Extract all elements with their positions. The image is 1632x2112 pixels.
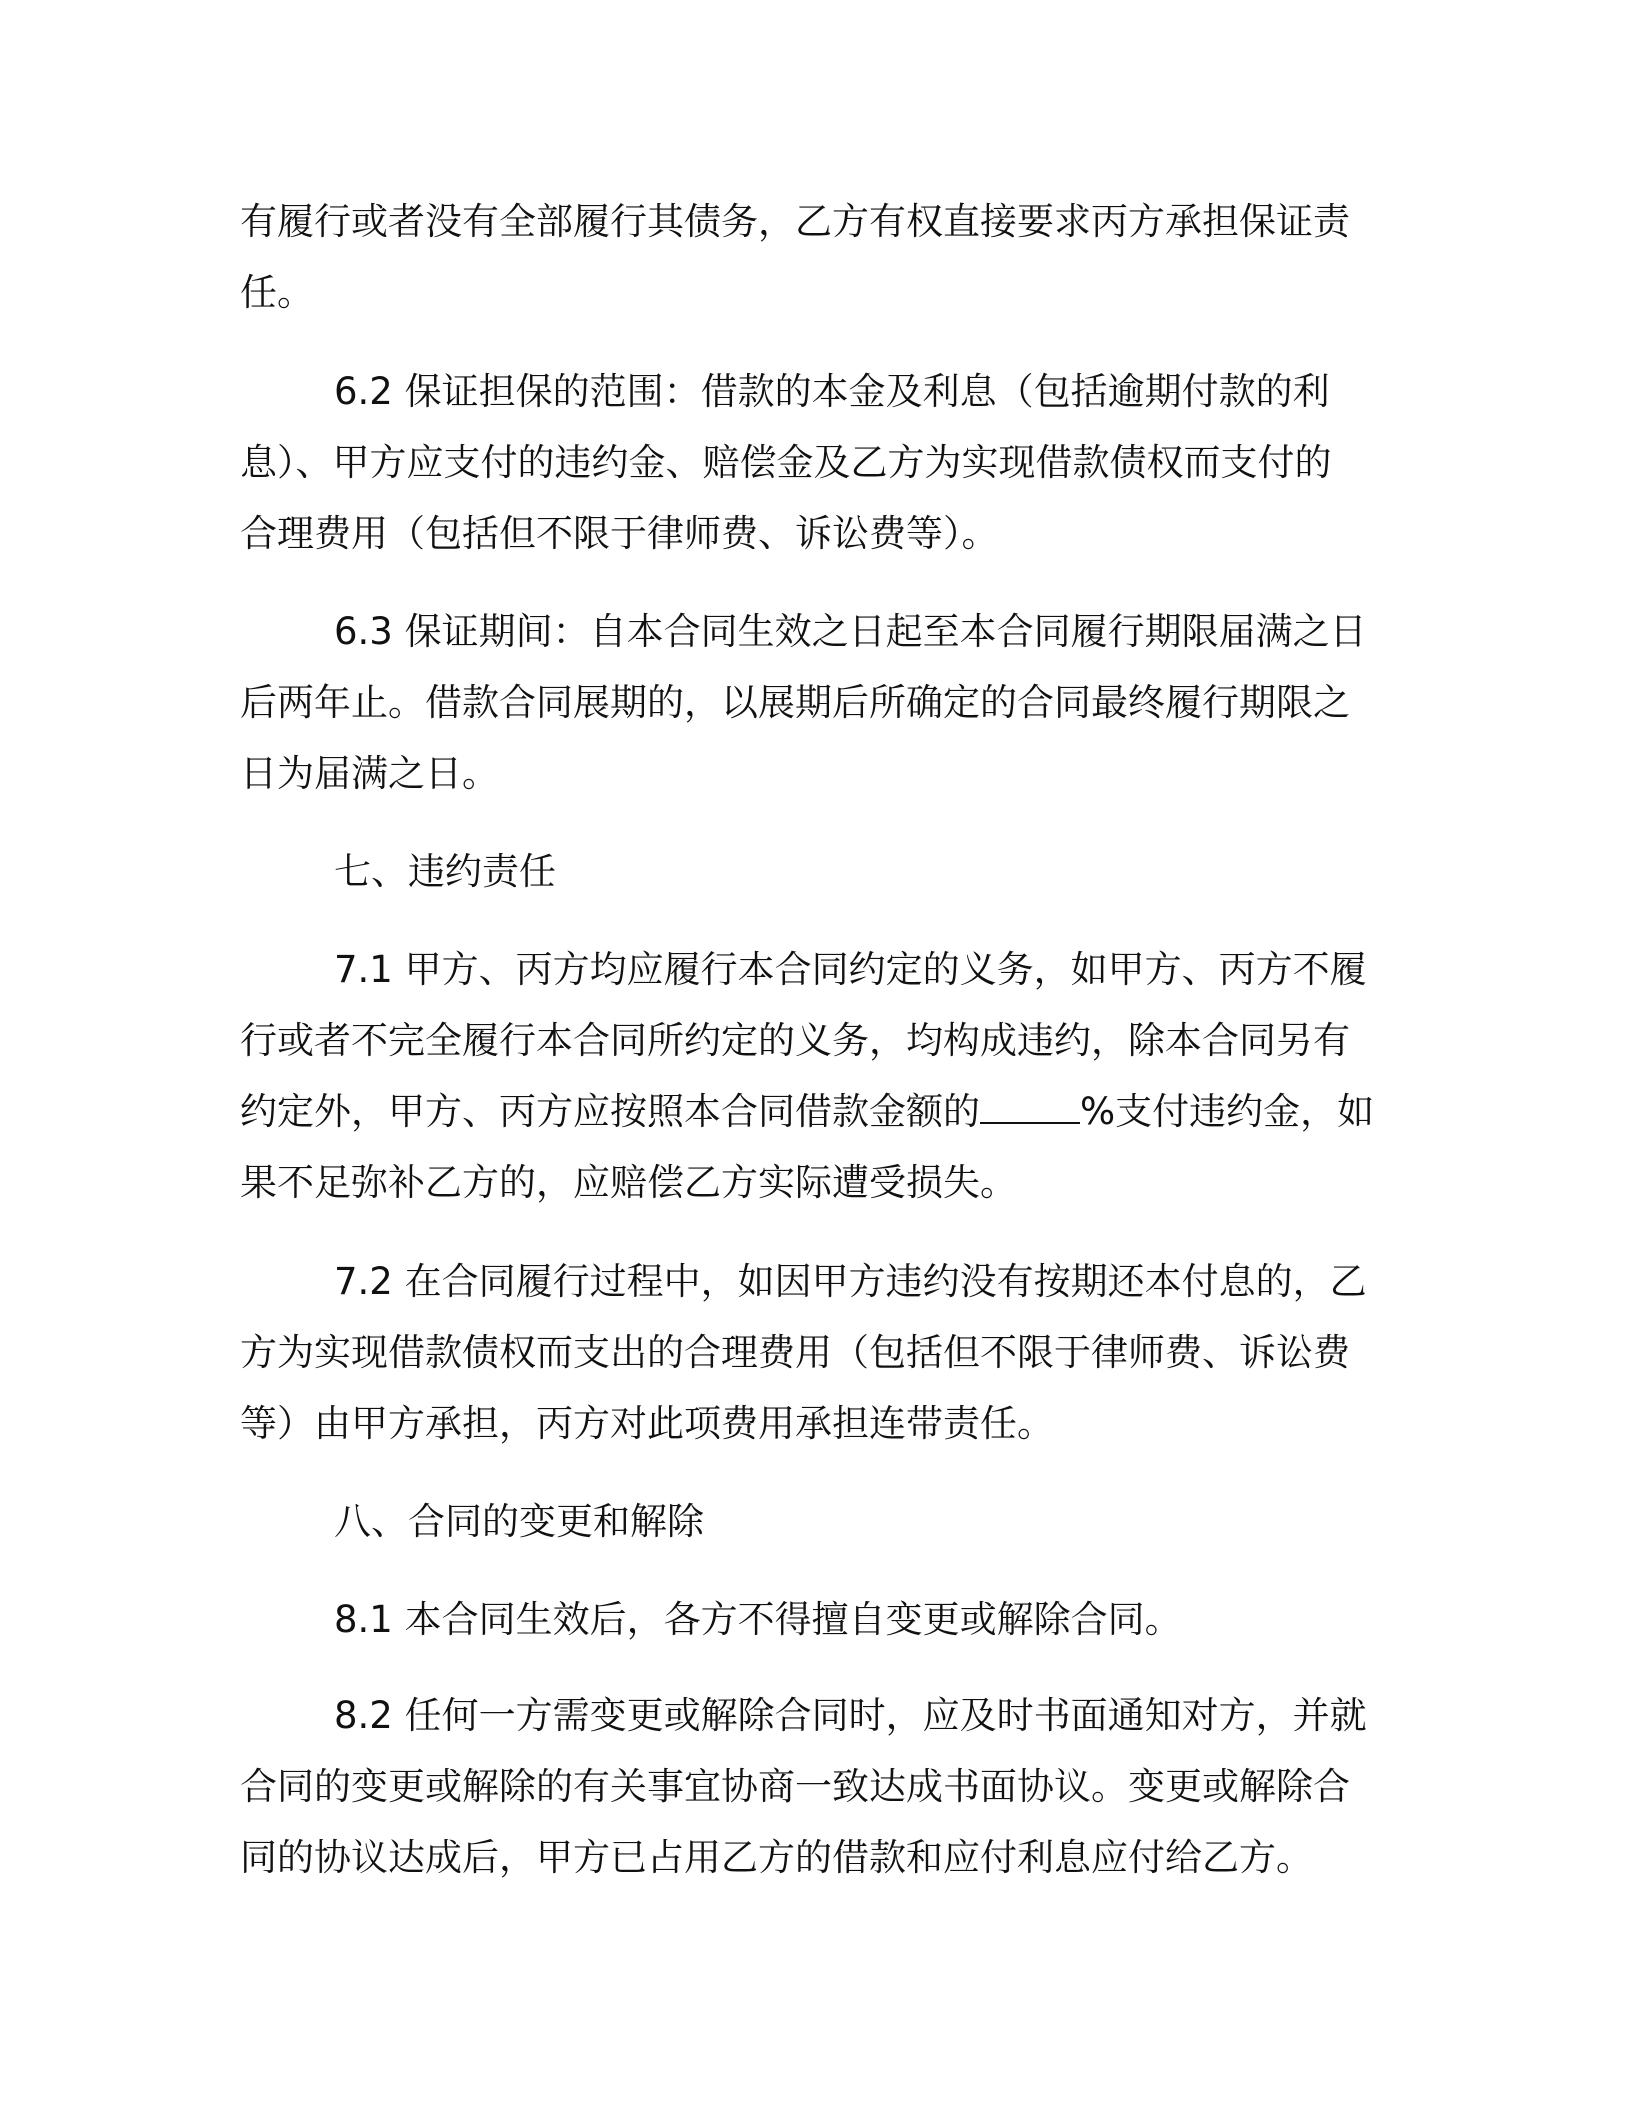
text-line: 行或者不完全履行本合同所约定的义务，均构成违约，除本合同另有 [240, 1019, 1350, 1062]
text-line: 6.2 保证担保的范围：借款的本金及利息（包括逾期付款的利 [334, 370, 1330, 413]
text-line: 6.3 保证期间：自本合同生效之日起至本合同履行期限届满之日 [334, 610, 1367, 653]
text-line: 8.2 任何一方需变更或解除合同时，应及时书面通知对方，并就 [334, 1694, 1367, 1737]
clause-7-2 [240, 1246, 1380, 1459]
text-line: 果不足弥补乙方的，应赔偿乙方实际遭受损失。 [240, 1161, 1017, 1204]
text-line: 7.2 在合同履行过程中，如因甲方违约没有按期还本付息的，乙 [334, 1260, 1367, 1303]
text-line: 日为届满之日。 [240, 752, 499, 795]
text-line: 任。 [240, 271, 314, 314]
text-segment: 约定外，甲方、丙方应按照本合同借款金额的 [240, 1090, 980, 1133]
clause-7-1 [240, 934, 1380, 1218]
section-heading-8 [240, 1486, 1380, 1557]
clause-8-2 [240, 1680, 1380, 1893]
text-line: 后两年止。借款合同展期的，以展期后所确定的合同最终履行期限之 [240, 681, 1350, 724]
paragraph-6-1-continuation [240, 186, 1380, 328]
text-line: 合理费用（包括但不限于律师费、诉讼费等）。 [240, 512, 999, 555]
text-line: 等）由甲方承担，丙方对此项费用承担连带责任。 [240, 1402, 1054, 1445]
text-line: 7.1 甲方、丙方均应履行本合同约定的义务，如甲方、丙方不履 [334, 948, 1367, 991]
text-line: 息）、甲方应支付的违约金、赔偿金及乙方为实现借款债权而支付的 [240, 441, 1332, 484]
text-line: 有履行或者没有全部履行其债务，乙方有权直接要求丙方承担保证责 [240, 200, 1350, 243]
text-line [240, 1076, 1380, 1147]
text-line: 8.1 本合同生效后，各方不得擅自变更或解除合同。 [334, 1598, 1182, 1641]
section-title: 七、违约责任 [334, 850, 556, 893]
text-line: 同的协议达成后，甲方已占用乙方的借款和应付利息应付给乙方。 [240, 1836, 1313, 1879]
text-segment: %支付违约金，如 [1080, 1090, 1375, 1133]
section-title: 八、合同的变更和解除 [334, 1500, 704, 1543]
clause-6-3 [240, 596, 1380, 809]
fill-in-blank [980, 1092, 1080, 1124]
section-heading-7 [240, 836, 1380, 907]
text-line: 方为实现借款债权而支出的合理费用（包括但不限于律师费、诉讼费 [240, 1331, 1350, 1374]
text-line: 合同的变更或解除的有关事宜协商一致达成书面协议。变更或解除合 [240, 1765, 1350, 1808]
clause-8-1 [240, 1584, 1380, 1655]
clause-6-2 [240, 356, 1380, 569]
